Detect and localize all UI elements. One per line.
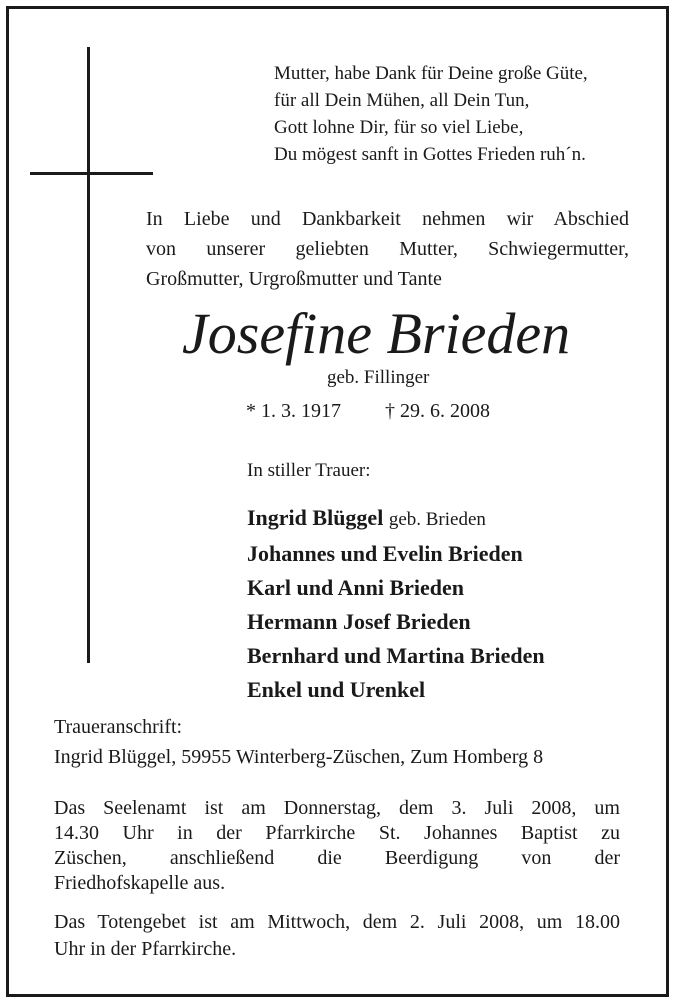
- prayer-details: [54, 909, 620, 963]
- deceased-name: Josefine Brieden: [182, 301, 571, 366]
- death-date: † 29. 6. 2008: [385, 400, 490, 422]
- funeral-line: Friedhofskapelle aus.: [54, 872, 226, 894]
- poem-line: Mutter, habe Dank für Deine große Güte,: [274, 63, 588, 84]
- mourner-item: Johannes und Evelin Brieden: [247, 541, 523, 566]
- mourning-label: In stiller Trauer:: [247, 460, 371, 481]
- birth-date: * 1. 3. 1917: [246, 400, 341, 422]
- intro-line: In Liebe und Dankbarkeit nehmen wir Abschied: [146, 208, 629, 230]
- prayer-line: Das Totengebet ist am Mittwoch, dem 2. Juli 2008, um 18.00: [54, 911, 620, 933]
- farewell-intro: [146, 204, 629, 294]
- mourner-item: Hermann Josef Brieden: [247, 609, 471, 634]
- intro-line: von unserer geliebten Mutter, Schwiegermutter,: [146, 238, 629, 260]
- funeral-details: [54, 796, 620, 896]
- birth-name: geb. Fillinger: [327, 367, 430, 388]
- poem-line: für all Dein Mühen, all Dein Tun,: [274, 90, 530, 111]
- cross-icon-vertical: [87, 47, 90, 663]
- mourner-note: geb. Brieden: [388, 509, 486, 530]
- address-label: Traueranschrift:: [54, 716, 183, 738]
- mourner-name: Ingrid Blüggel: [247, 505, 384, 530]
- funeral-line: Das Seelenamt ist am Donnerstag, dem 3. Juli 2008, um: [54, 797, 620, 819]
- mourners-list: [247, 501, 545, 707]
- intro-line: Großmutter, Urgroßmutter und Tante: [146, 268, 442, 290]
- poem-line: Du mögest sanft in Gottes Frieden ruh´n.: [274, 144, 586, 165]
- life-dates: [246, 400, 490, 423]
- poem-line: Gott lohne Dir, für so viel Liebe,: [274, 117, 524, 138]
- cross-icon-horizontal: [30, 172, 153, 175]
- mourner-item: Karl und Anni Brieden: [247, 575, 465, 600]
- mourner-item: [247, 501, 545, 537]
- prayer-line: Uhr in der Pfarrkirche.: [54, 938, 237, 960]
- address-line: Ingrid Blüggel, 59955 Winterberg-Züschen, Zum Homberg 8: [54, 746, 544, 768]
- memorial-poem: [274, 60, 588, 168]
- mourner-item: Bernhard und Martina Brieden: [247, 643, 545, 668]
- mourning-address: [54, 712, 543, 772]
- mourner-item: Enkel und Urenkel: [247, 677, 426, 702]
- funeral-line: Züschen, anschließend die Beerdigung von der: [54, 847, 620, 869]
- funeral-line: 14.30 Uhr in der Pfarrkirche St. Johannes Baptist zu: [54, 822, 620, 844]
